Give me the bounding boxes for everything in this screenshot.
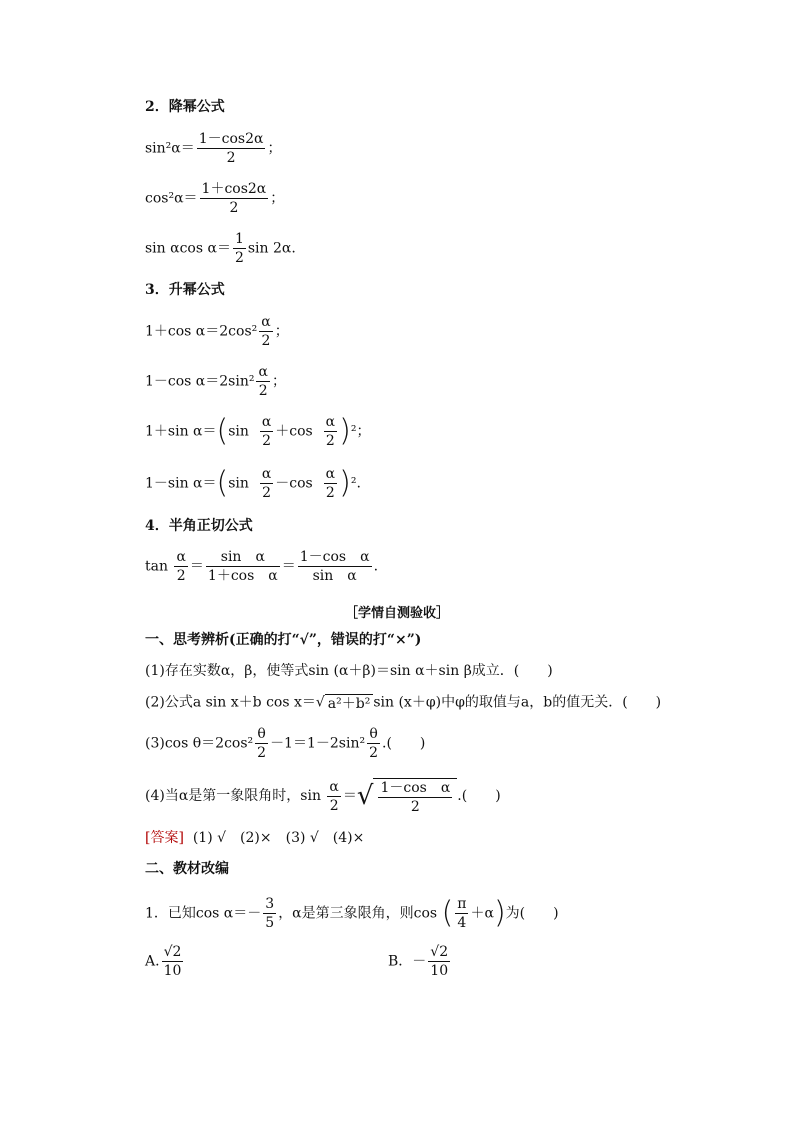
frac-num: 1－cos2α: [198, 131, 264, 147]
right-paren: ): [339, 413, 351, 449]
left-paren: (: [216, 413, 229, 449]
frac-den: 2: [410, 799, 420, 815]
question-text: sin (x＋φ)中φ的取值与a，b的值无关．( ): [373, 694, 662, 711]
problem-text: 为( ): [505, 905, 559, 922]
frac-num: θ: [255, 727, 268, 744]
formula-up-4: [145, 467, 361, 500]
formula-op: －cos: [275, 475, 313, 492]
frac-den: 2: [229, 200, 239, 216]
equals: ＝: [281, 558, 296, 575]
frac-num: α: [261, 314, 271, 330]
formula-tail: .: [373, 558, 379, 575]
frac-num: sin α: [206, 550, 280, 567]
frac-num: 1－cos α: [299, 549, 370, 565]
frac-den: 2: [325, 433, 335, 449]
question-text: .( ): [457, 788, 501, 804]
frac-den: 10: [163, 963, 182, 979]
formula-tan-half: [145, 550, 378, 583]
formula-tail: ².: [350, 475, 361, 492]
formula-tail: ；: [270, 190, 285, 207]
formula-lhs: 1－sin α＝: [145, 475, 217, 492]
frac-num: α: [325, 466, 336, 482]
left-paren: (: [216, 465, 229, 501]
formula-tail: ；: [271, 373, 286, 390]
option-a: [145, 945, 185, 978]
formula-up-2: [145, 365, 286, 398]
sqrt-sign: √: [315, 694, 325, 711]
problem-text: 1．已知cos α＝－: [145, 905, 262, 922]
left-paren: (: [441, 895, 454, 931]
frac-num: 1－cos α: [380, 780, 451, 796]
question-text: (3)cos θ＝2cos²: [145, 735, 254, 752]
question-text: (4)当α是第一象限角时，sin: [145, 788, 321, 804]
frac-den: 2: [258, 383, 268, 399]
question-3: [145, 727, 425, 760]
formula-up-1: [145, 315, 289, 348]
formula-lhs: cos²α＝: [145, 190, 198, 207]
formula-cos-squared: [145, 182, 284, 215]
formula-tail: ；: [274, 323, 289, 340]
frac-den: 2: [261, 333, 271, 349]
formula-tail: ；: [267, 140, 282, 157]
right-paren: ): [339, 465, 351, 501]
frac-den: 2: [325, 485, 335, 501]
formula-sin-cos: [145, 232, 296, 265]
frac-den: 1＋cos α: [207, 568, 278, 584]
answer-text: (1) √ (2)× (3) √ (4)×: [192, 830, 365, 846]
frac-num: α: [261, 466, 272, 482]
section-header: ［学情自测验收］: [344, 606, 449, 621]
section-title-3: 3．升幂公式: [145, 282, 225, 298]
equals: ＝: [342, 788, 357, 804]
question-text: －1＝1－2sin²: [270, 735, 366, 752]
formula-tail: ²；: [350, 423, 371, 440]
frac-num: √2: [163, 944, 182, 960]
frac-den: 2: [226, 150, 236, 166]
right-paren: ): [493, 895, 506, 931]
section-title-2: 2．降幂公式: [145, 99, 225, 115]
frac-num: α: [258, 364, 268, 380]
formula-lhs: sin αcos α＝: [145, 240, 231, 257]
formula-up-3: [145, 415, 370, 448]
option-label: B．－: [388, 953, 427, 970]
part1-title: 一、思考辨析(正确的打“√”，错误的打“×”): [145, 632, 422, 648]
radicand: a²＋b²: [325, 694, 374, 711]
frac-den: 2: [262, 433, 271, 449]
frac-den: sin α: [312, 568, 357, 584]
frac-den: 2: [234, 250, 244, 266]
frac-num: π: [457, 896, 467, 912]
formula-lhs: 1＋sin α＝: [145, 423, 217, 440]
question-text: .( ): [382, 735, 426, 752]
frac-num: 1: [234, 231, 244, 247]
frac-num: √2: [430, 944, 449, 960]
frac-num: θ: [367, 727, 380, 744]
frac-num: α: [176, 549, 186, 565]
formula-sin: sin: [228, 423, 249, 440]
formula-lhs: tan: [145, 558, 168, 575]
frac-den: 5: [265, 915, 275, 931]
answer-line: [145, 831, 364, 845]
frac-den: 2: [329, 797, 339, 814]
frac-den: 2: [262, 485, 271, 501]
formula-lhs: 1－cos α＝2sin²: [145, 373, 255, 390]
problem-1: [145, 897, 559, 930]
question-text: (2)公式a sin x＋b cos x＝: [145, 694, 316, 711]
option-b: [388, 945, 452, 978]
formula-lhs: sin²α＝: [145, 140, 195, 157]
frac-den: 4: [457, 915, 467, 931]
frac-num: α: [325, 414, 336, 430]
section-title-4: 4．半角正切公式: [145, 518, 253, 534]
question-2: [145, 694, 661, 711]
formula-tail: sin 2α.: [247, 240, 296, 257]
frac-den: 2: [257, 745, 267, 761]
frac-num: α: [261, 414, 272, 430]
frac-num: 1＋cos2α: [201, 181, 267, 197]
problem-text: ＋α: [470, 905, 494, 922]
frac-den: 2: [176, 568, 186, 584]
option-label: A.: [145, 953, 160, 970]
question-4: [145, 778, 501, 814]
frac-num: α: [329, 778, 339, 795]
question-1: (1)存在实数α，β，使等式sin (α＋β)＝sin α＋sin β成立．( ): [145, 663, 553, 679]
formula-sin: sin: [228, 475, 249, 492]
part2-title: 二、教材改编: [145, 861, 229, 877]
problem-text: ，α是第三象限角，则cos: [278, 905, 438, 922]
formula-op: ＋cos: [275, 423, 313, 440]
frac-den: 2: [369, 745, 378, 761]
formula-sin-squared: [145, 132, 281, 165]
answer-label: [答案]: [145, 830, 184, 846]
equals: ＝: [189, 558, 204, 575]
sqrt-sign: √: [356, 781, 374, 811]
frac-num: 3: [265, 896, 275, 912]
frac-den: 10: [430, 963, 449, 979]
formula-lhs: 1＋cos α＝2cos²: [145, 323, 258, 340]
